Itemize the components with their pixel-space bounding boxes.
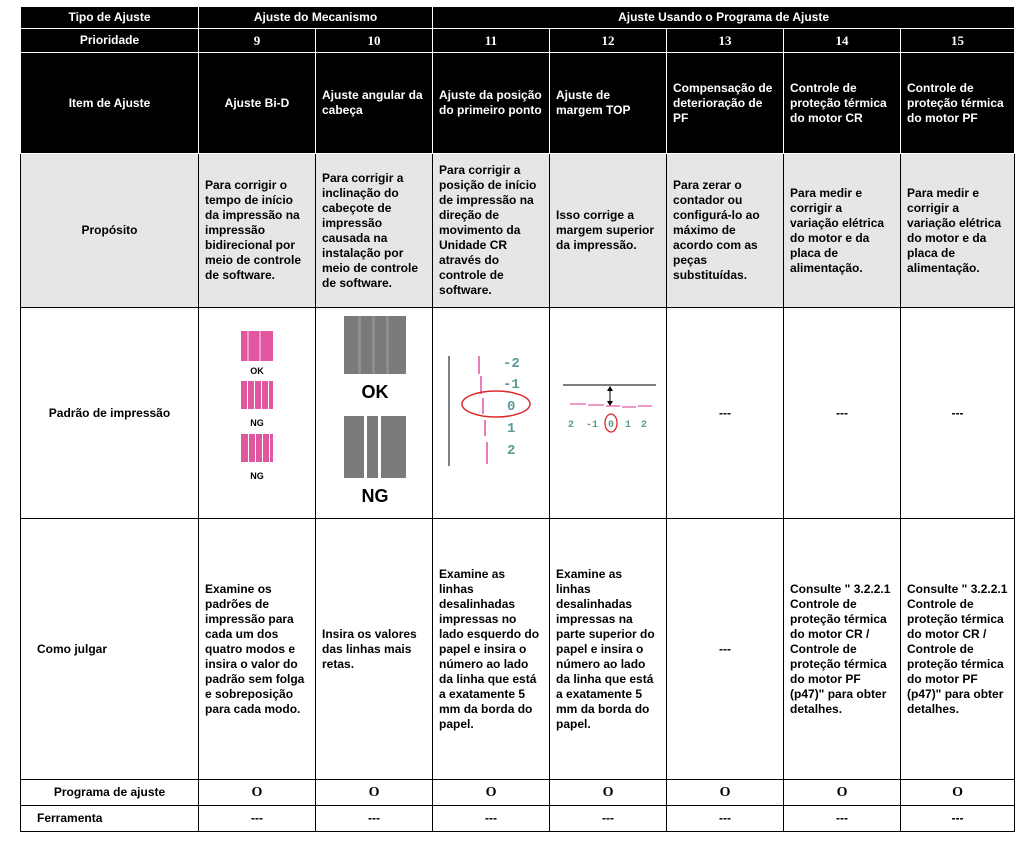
item-label: Item de Ajuste bbox=[21, 53, 199, 154]
priority-13: 13 bbox=[667, 29, 784, 53]
tool-11: --- bbox=[433, 806, 550, 832]
judge-11: Examine as linhas desalinhadas impressas no lado esquerdo do papel e insira o número ao lado da linha que está a exatamente 5 mm da borda do papel. bbox=[433, 519, 550, 780]
item-15: Controle de proteção térmica do motor PF bbox=[901, 53, 1015, 154]
item-10: Ajuste angular da cabeça bbox=[316, 53, 433, 154]
tool-14: --- bbox=[784, 806, 901, 832]
judge-12: Examine as linhas desalinhadas impressas na parte superior do papel e insira o número ao lado da linha que está a exatamente 5 mm da borda do papel. bbox=[550, 519, 667, 780]
tool-15: --- bbox=[901, 806, 1015, 832]
program-label-row: Programa de ajuste bbox=[21, 780, 199, 806]
program-12: O bbox=[550, 780, 667, 806]
tool-12: --- bbox=[550, 806, 667, 832]
first-dot-tick-1: -2 bbox=[503, 356, 520, 372]
top-tick-5: 2 bbox=[641, 420, 648, 431]
pattern-row bbox=[21, 308, 1015, 519]
pattern-label: Padrão de impressão bbox=[21, 308, 199, 519]
bid-ok-label: OK bbox=[250, 366, 264, 376]
pattern-14: --- bbox=[784, 308, 901, 519]
head-ok-label: OK bbox=[361, 382, 389, 402]
priority-11: 11 bbox=[433, 29, 550, 53]
head-angle-pattern-cell bbox=[316, 308, 433, 519]
purpose-12: Isso corrige a margem superior da impressão. bbox=[550, 154, 667, 308]
program-14: O bbox=[784, 780, 901, 806]
priority-12: 12 bbox=[550, 29, 667, 53]
tool-13: --- bbox=[667, 806, 784, 832]
tool-label: Ferramenta bbox=[21, 806, 199, 832]
first-dot-pattern-graphic bbox=[439, 346, 544, 476]
pattern-15: --- bbox=[901, 308, 1015, 519]
bid-pattern-graphic bbox=[227, 331, 287, 491]
item-9: Ajuste Bi-D bbox=[199, 53, 316, 154]
pattern-13: --- bbox=[667, 308, 784, 519]
judge-15: Consulte " 3.2.2.1 Controle de proteção térmica do motor CR / Controle de proteção térmica do motor PF (p47)" para obter detalhes. bbox=[901, 519, 1015, 780]
first-dot-tick-5: 2 bbox=[507, 443, 516, 459]
mechanism-label: Ajuste do Mecanismo bbox=[199, 7, 433, 29]
tool-row bbox=[21, 806, 1015, 832]
priority-row bbox=[21, 29, 1015, 53]
type-label: Tipo de Ajuste bbox=[21, 7, 199, 29]
program-row bbox=[21, 780, 1015, 806]
judge-9: Examine os padrões de impressão para cada um dos quatro modos e insira o valor do padrão sem folga e sobreposição para cada modo. bbox=[199, 519, 316, 780]
purpose-10: Para corrigir a inclinação do cabeçote de impressão causada na instalação por meio de controle de software. bbox=[316, 154, 433, 308]
purpose-14: Para medir e corrigir a variação elétrica do motor e da placa de alimentação. bbox=[784, 154, 901, 308]
first-dot-pattern-cell bbox=[433, 308, 550, 519]
program-9: O bbox=[199, 780, 316, 806]
judge-14: Consulte " 3.2.2.1 Controle de proteção térmica do motor CR / Controle de proteção térmica do motor PF (p47)" para obter detalhes. bbox=[784, 519, 901, 780]
bid-pattern-cell bbox=[199, 308, 316, 519]
first-dot-tick-4: 1 bbox=[507, 421, 516, 437]
judge-label: Como julgar bbox=[21, 519, 199, 780]
bid-ng-label-2: NG bbox=[250, 471, 264, 481]
program-10: O bbox=[316, 780, 433, 806]
judge-10: Insira os valores das linhas mais retas. bbox=[316, 519, 433, 780]
program-11: O bbox=[433, 780, 550, 806]
priority-15: 15 bbox=[901, 29, 1015, 53]
bid-ng-label-1: NG bbox=[250, 418, 264, 428]
item-12: Ajuste de margem TOP bbox=[550, 53, 667, 154]
item-row bbox=[21, 53, 1015, 154]
purpose-label: Propósito bbox=[21, 154, 199, 308]
item-14: Controle de proteção térmica do motor CR bbox=[784, 53, 901, 154]
priority-10: 10 bbox=[316, 29, 433, 53]
priority-9: 9 bbox=[199, 29, 316, 53]
purpose-15: Para medir e corrigir a variação elétrica do motor e da placa de alimentação. bbox=[901, 154, 1015, 308]
first-dot-tick-2: -1 bbox=[503, 377, 520, 393]
first-dot-tick-3: 0 bbox=[507, 399, 516, 415]
item-13: Compensação de deterioração de PF bbox=[667, 53, 784, 154]
judge-row bbox=[21, 519, 1015, 780]
judge-13: --- bbox=[667, 519, 784, 780]
purpose-9: Para corrigir o tempo de início da impressão na impressão bidirecional por meio de controle de software. bbox=[199, 154, 316, 308]
top-tick-2: -1 bbox=[586, 420, 599, 431]
program-15: O bbox=[901, 780, 1015, 806]
head-ng-label: NG bbox=[361, 486, 389, 506]
top-tick-1: 2 bbox=[568, 420, 575, 431]
tool-9: --- bbox=[199, 806, 316, 832]
adjustment-table bbox=[20, 6, 1015, 832]
item-11: Ajuste da posição do primeiro ponto bbox=[433, 53, 550, 154]
purpose-row bbox=[21, 154, 1015, 308]
top-margin-pattern-cell bbox=[550, 308, 667, 519]
priority-label: Prioridade bbox=[21, 29, 199, 53]
purpose-11: Para corrigir a posição de início de impressão na direção de movimento da Unidade CR através do controle de software. bbox=[433, 154, 550, 308]
program-label: Ajuste Usando o Programa de Ajuste bbox=[433, 7, 1015, 29]
program-13: O bbox=[667, 780, 784, 806]
type-row bbox=[21, 7, 1015, 29]
head-angle-pattern-graphic bbox=[334, 316, 414, 506]
tool-10: --- bbox=[316, 806, 433, 832]
priority-14: 14 bbox=[784, 29, 901, 53]
purpose-13: Para zerar o contador ou configurá-lo ao máximo de acordo com as peças substituídas. bbox=[667, 154, 784, 308]
top-tick-3: 0 bbox=[608, 420, 615, 431]
top-tick-4: 1 bbox=[625, 420, 632, 431]
top-margin-pattern-graphic bbox=[558, 381, 658, 441]
